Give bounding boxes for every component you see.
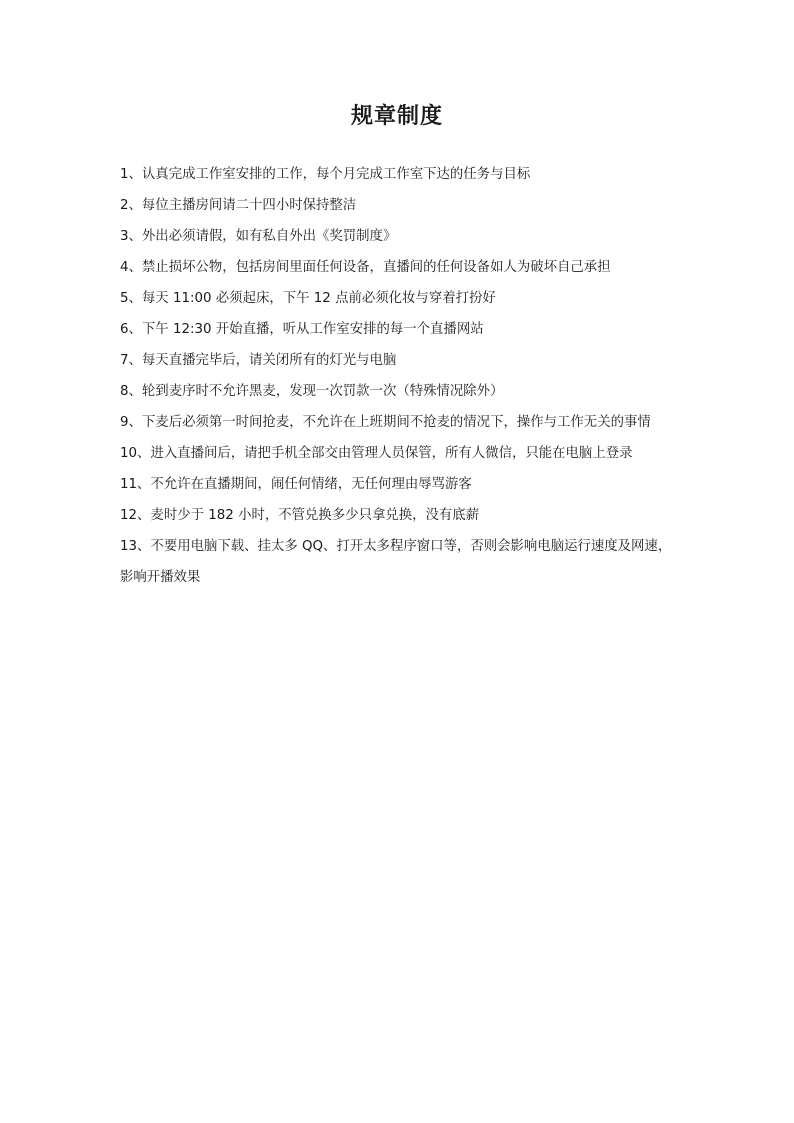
rule-item-1: 1、认真完成工作室安排的工作，每个月完成工作室下达的任务与目标 [120, 167, 531, 182]
rule-item-7: 7、每天直播完毕后，请关闭所有的灯光与电脑 [120, 353, 397, 368]
rule-item-4: 4、禁止损坏公物，包括房间里面任何设备，直播间的任何设备如人为破坏自己承担 [120, 260, 611, 275]
rule-item-13: 13、不要用电脑下载、挂太多 QQ、打开太多程序窗口等，否则会影响电脑运行速度及网速，影响开播效果 [120, 539, 672, 585]
rule-item-2: 2、每位主播房间请二十四小时保持整洁 [120, 198, 357, 213]
rule-item-10: 10、进入直播间后，请把手机全部交由管理人员保管，所有人微信，只能在电脑上登录 [120, 446, 633, 461]
rule-item-8: 8、轮到麦序时不允许黑麦，发现一次罚款一次（特殊情况除外） [120, 384, 504, 399]
document-title: 规章制度 [350, 103, 443, 129]
rule-item-9: 9、下麦后必须第一时间抢麦，不允许在上班期间不抢麦的情况下，操作与工作无关的事情 [120, 415, 651, 430]
rule-item-12: 12、麦时少于 182 小时，不管兑换多少只拿兑换，没有底薪 [120, 508, 480, 523]
rule-item-5: 5、每天 11:00 必须起床，下午 12 点前必须化妆与穿着打扮好 [120, 291, 496, 306]
rule-item-6: 6、下午 12:30 开始直播，听从工作室安排的每一个直播网站 [120, 322, 484, 337]
rules-list [120, 159, 676, 593]
rule-item-3: 3、外出必须请假，如有私自外出《奖罚制度》 [120, 229, 397, 244]
rule-item-11: 11、不允许在直播期间，闹任何情绪，无任何理由辱骂游客 [120, 477, 472, 492]
